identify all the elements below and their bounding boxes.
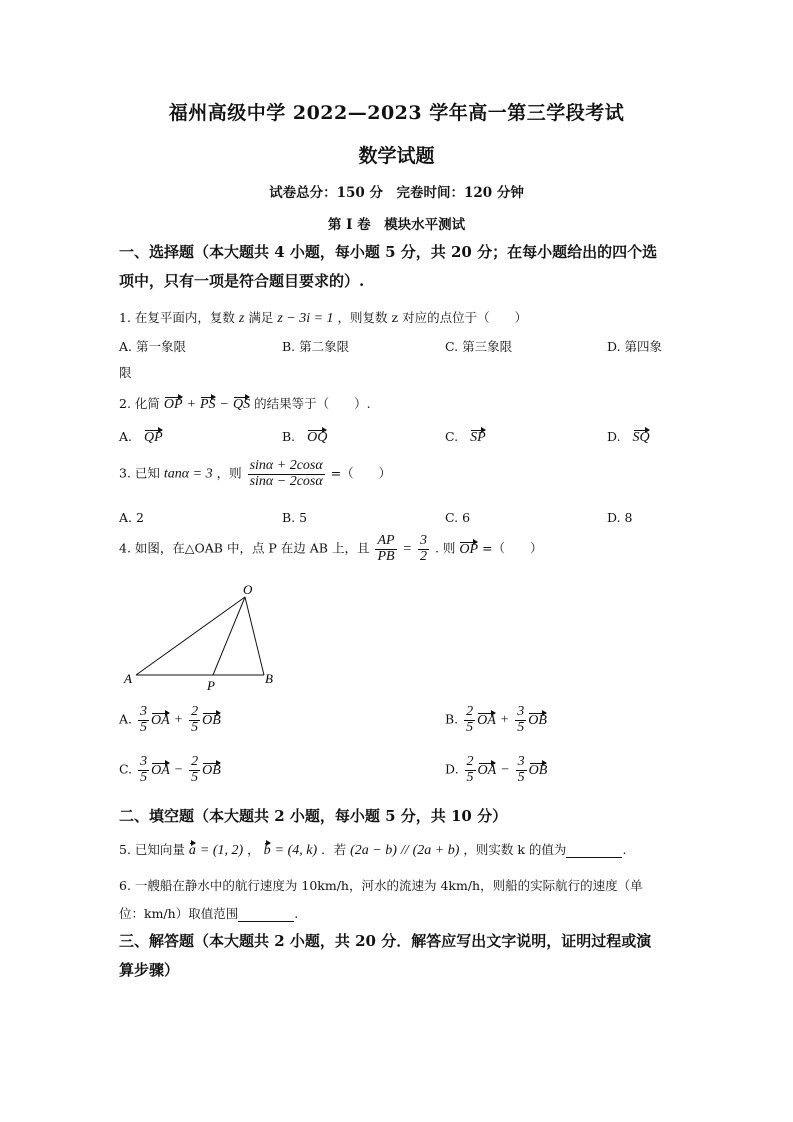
q4-option-b-c1 [464, 705, 475, 735]
q4-option-b-v1: OA [477, 712, 496, 728]
q4-option-b-c2 [515, 705, 526, 735]
q2-option-b-label: B. [282, 429, 296, 444]
q4-option-c-op: − [173, 762, 184, 778]
q4-option-a-c1 [138, 705, 149, 735]
q3-cond: tanα = 3 [163, 466, 213, 482]
q2-minus: − [219, 397, 229, 412]
q5-b-def: = (4, k) [274, 843, 318, 858]
q4-option-a-c2-den: 5 [191, 719, 199, 735]
segment-ob [245, 597, 264, 675]
q4-value [418, 534, 429, 564]
q3-fraction [248, 459, 325, 489]
q1-eq: z − 3i = 1 [277, 311, 334, 326]
q4-option-a-v1: OA [151, 712, 170, 728]
q5-par2: (2a + b) [412, 843, 460, 858]
q4-prefix: 4. 如图，在△OAB 中，点 P 在边 AB 上，且 [119, 540, 370, 556]
q5-mid: ．若 [321, 842, 347, 857]
volume-heading: 第 I 卷 模块水平测试 [327, 217, 466, 233]
q4-option-d-c2-den: 5 [517, 769, 525, 785]
q4-option-b-label: B. [445, 711, 459, 727]
exam-meta: 试卷总分：150 分 完卷时间：120 分钟 [269, 185, 524, 201]
q4-ratio-num: AP [377, 533, 395, 548]
q4-option-a-c1-den: 5 [140, 719, 147, 735]
q2-option-b [282, 429, 327, 446]
q4-option-d-c2-num: 3 [517, 754, 525, 769]
q3-numerator: sinα + 2cosα [249, 458, 323, 473]
q1-option-d: D. 第四象 [607, 339, 663, 354]
q4-option-b-c1-num: 2 [466, 704, 474, 719]
q3-option-d: D. 8 [607, 510, 633, 525]
q2-option-c [445, 429, 486, 446]
q1-mid: 满足 [248, 310, 274, 325]
label-p: P [207, 678, 215, 693]
q4-ratio-den: PB [377, 548, 395, 564]
q3-mid: ，则 [216, 465, 242, 481]
section2-heading: 二、填空题（本大题共 2 小题，每小题 5 分，共 10 分） [119, 807, 508, 825]
q4-option-d-v2: OB [528, 762, 548, 778]
label-o: O [243, 582, 253, 597]
q6-end: . [294, 906, 299, 921]
q5-end: . [622, 842, 627, 857]
section3-heading-line1: 三、解答题（本大题共 2 小题，共 20 分．解答应写出文字说明，证明过程或演 [119, 932, 652, 950]
q5-suffix: ，则实数 k 的值为 [463, 842, 567, 857]
q3-prefix: 3. 已知 [119, 465, 160, 481]
q4-option-a-c1-num: 3 [140, 704, 147, 719]
q5-parallel: // [400, 843, 409, 858]
q2-option-a [119, 429, 163, 446]
q2-vec-qs: QS [232, 397, 251, 412]
q2-suffix: 的结果等于（ ）. [254, 396, 371, 411]
q4-option-a-c2 [189, 705, 200, 735]
q2-prefix: 2. 化简 [119, 396, 160, 411]
q4-option-c-v2: OB [202, 762, 221, 778]
q4-stem [119, 534, 543, 564]
q4-option-a [119, 705, 221, 735]
q1-suffix: ，则复数 z 对应的点位于（ ） [337, 310, 528, 325]
q4-triangle-figure [119, 580, 289, 695]
q4-mid: . 则 [434, 540, 456, 556]
q3-suffix: =（ ） [330, 465, 392, 481]
q4-option-a-label: A. [119, 711, 133, 727]
q4-option-c-label: C. [119, 761, 133, 777]
q2-stem [119, 394, 371, 413]
q6-line2-text: 位：km/h）取值范围 [119, 906, 239, 921]
label-b: B [265, 671, 273, 686]
q4-suffix: =（ ） [482, 540, 543, 556]
q1-prefix: 1. 在复平面内，复数 [119, 310, 235, 325]
q1-option-c: C. 第三象限 [445, 339, 513, 354]
q3-option-c: C. 6 [445, 510, 471, 525]
q1-var: z [238, 311, 245, 326]
section1-heading-line2: 项中，只有一项是符合题目要求的）. [119, 272, 365, 290]
q2-option-a-label: A. [119, 429, 133, 444]
q4-option-b-op: + [499, 712, 510, 728]
q4-eq: = [402, 541, 412, 557]
section3-heading-line2: 算步骤） [119, 961, 180, 979]
q1-option-b: B. 第二象限 [282, 339, 350, 354]
q4-option-d-v1: OA [477, 762, 497, 778]
q4-option-d-c2 [516, 755, 527, 785]
q2-option-c-vec: SP [470, 430, 486, 445]
q5-par1: (2a − b) [350, 843, 397, 858]
q4-option-d-c1 [465, 755, 476, 785]
q1-option-a: A. 第一象限 [119, 339, 186, 354]
q4-option-c-c2-den: 5 [191, 769, 199, 785]
q4-option-d-op: − [500, 762, 510, 778]
exam-subtitle: 数学试题 [358, 145, 435, 167]
q2-option-d-vec: SQ [632, 430, 650, 445]
exam-title: 福州高级中学 2022—2023 学年高一第三学段考试 [168, 102, 625, 124]
q2-plus: + [186, 397, 196, 412]
q2-option-d-label: D. [607, 429, 621, 444]
q5-vec-b: b [263, 843, 271, 858]
q1-stem [119, 308, 527, 327]
q4-vec-op: OP [459, 541, 479, 557]
q6-line2 [119, 904, 298, 922]
q4-option-a-c2-num: 2 [191, 704, 199, 719]
q2-option-c-label: C. [445, 429, 459, 444]
q4-value-num: 3 [419, 533, 427, 548]
q4-option-a-v2: OB [202, 712, 221, 728]
q3-denominator: sinα − 2cosα [249, 473, 323, 489]
q4-option-c-c1-num: 3 [140, 754, 148, 769]
q5-answer-blank[interactable] [566, 842, 622, 858]
q4-option-b-c1-den: 5 [466, 719, 474, 735]
q6-line1: 6. 一艘船在静水中的航行速度为 10km/h，河水的流速为 4km/h，则船的实际航行的速度（单 [119, 878, 643, 893]
q4-option-c-c1-den: 5 [140, 769, 148, 785]
q4-option-b [445, 705, 547, 735]
q5-stem [119, 840, 626, 859]
q4-option-d-label: D. [445, 761, 459, 777]
q1-option-d-wrap: 限 [119, 365, 132, 380]
q5-a-def: = (1, 2) [199, 843, 244, 858]
q2-vec-ps: PS [199, 397, 216, 412]
q4-value-den: 2 [419, 548, 427, 564]
q2-option-a-vec: QP [144, 430, 163, 445]
q4-option-c [119, 755, 221, 785]
q3-option-a: A. 2 [119, 510, 144, 525]
q4-option-c-c2-num: 2 [191, 754, 199, 769]
q4-option-c-c2 [189, 755, 200, 785]
q2-vec-op: OP [163, 397, 183, 412]
label-a: A [124, 671, 132, 686]
q4-ratio [375, 534, 396, 564]
q4-option-c-c1 [138, 755, 149, 785]
q4-option-a-op: + [173, 712, 184, 728]
q5-sep: ， [247, 842, 260, 857]
q4-option-b-v2: OB [528, 712, 547, 728]
q4-option-b-c2-den: 5 [517, 719, 525, 735]
q4-option-c-v1: OA [151, 762, 170, 778]
q4-option-d [445, 755, 547, 785]
q5-prefix: 5. 已知向量 [119, 842, 185, 857]
q5-vec-a: a [188, 843, 196, 858]
q3-option-b: B. 5 [282, 510, 308, 525]
q3-stem [119, 459, 391, 489]
q4-option-d-c1-num: 2 [466, 754, 474, 769]
section1-heading-line1: 一、选择题（本大题共 4 小题，每小题 5 分，共 20 分；在每小题给出的四个选 [119, 243, 658, 261]
q4-option-b-c2-num: 3 [517, 704, 525, 719]
q2-option-d [607, 429, 650, 446]
q4-option-d-c1-den: 5 [466, 769, 474, 785]
q6-answer-blank[interactable] [238, 906, 294, 922]
q2-option-b-vec: OQ [307, 430, 328, 445]
